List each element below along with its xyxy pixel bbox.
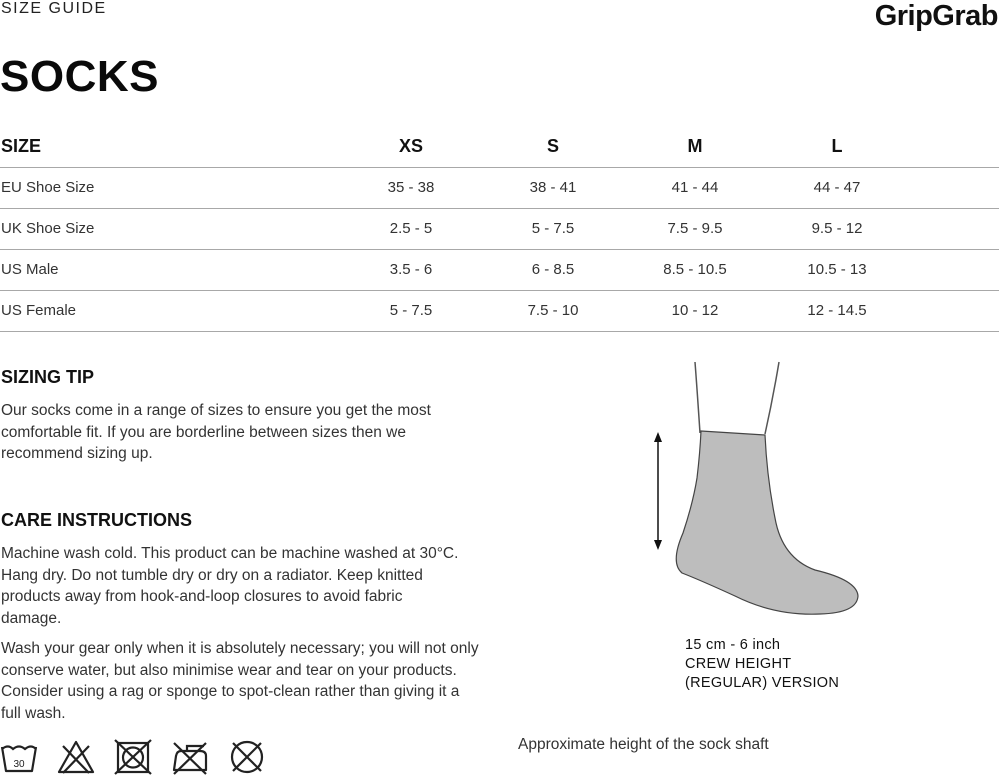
leg-outline-left: [695, 362, 700, 433]
sock-illustration: [645, 358, 875, 623]
sock-caption: [685, 636, 839, 693]
page-title: SOCKS: [0, 52, 159, 101]
leg-outline-right: [765, 362, 779, 434]
table-cell-spacer: [908, 208, 999, 249]
column-header-s: S: [482, 127, 624, 167]
sock-diagram: [645, 358, 875, 623]
row-label: EU Shoe Size: [0, 167, 340, 208]
table-cell: 38 - 41: [482, 167, 624, 208]
approx-height-note: Approximate height of the sock shaft: [518, 736, 769, 753]
care-text-2: Wash your gear only when it is absolutely necessary; you will not only conserve water, but also minimise wear and tear on your products. Consider using a rag or sponge to spot-clean rather than giving it a full wash.: [1, 640, 479, 722]
table-cell: 10.5 - 13: [766, 249, 908, 290]
table-row: [0, 208, 999, 249]
table-cell: 7.5 - 10: [482, 290, 624, 331]
table-row: [0, 290, 999, 331]
size-table: [0, 127, 999, 332]
table-cell: 35 - 38: [340, 167, 482, 208]
table-cell-spacer: [908, 249, 999, 290]
caption-type: CREW HEIGHT: [685, 656, 792, 672]
table-header-row: [0, 127, 999, 167]
column-spacer: [908, 127, 999, 167]
no-bleach-icon: [57, 739, 95, 775]
wash-temperature: 30: [13, 759, 25, 770]
column-header-l: L: [766, 127, 908, 167]
caption-height: 15 cm - 6 inch: [685, 637, 781, 653]
no-dry-clean-icon: [228, 739, 266, 775]
no-tumble-dry-icon: [114, 739, 152, 775]
size-guide-label: SIZE GUIDE: [1, 0, 107, 17]
column-header-xs: XS: [340, 127, 482, 167]
table-cell: 10 - 12: [624, 290, 766, 331]
table-cell: 44 - 47: [766, 167, 908, 208]
row-label: US Male: [0, 249, 340, 290]
table-cell: 8.5 - 10.5: [624, 249, 766, 290]
table-cell: 2.5 - 5: [340, 208, 482, 249]
table-cell: 5 - 7.5: [482, 208, 624, 249]
row-label: US Female: [0, 290, 340, 331]
column-header-m: M: [624, 127, 766, 167]
table-cell-spacer: [908, 290, 999, 331]
table-cell: 5 - 7.5: [340, 290, 482, 331]
wash-30-icon: [0, 739, 38, 775]
table-row: [0, 249, 999, 290]
sizing-tip-text: Our socks come in a range of sizes to ensure you get the most comfortable fit. If you are borderline between sizes then we recommend sizing up.: [1, 402, 431, 462]
table-cell: 12 - 14.5: [766, 290, 908, 331]
no-iron-icon: [171, 739, 209, 775]
height-arrow-bottom: [654, 540, 662, 550]
care-instructions-heading: CARE INSTRUCTIONS: [1, 510, 193, 530]
table-cell: 3.5 - 6: [340, 249, 482, 290]
table-cell: 9.5 - 12: [766, 208, 908, 249]
sock-shape: [676, 431, 858, 614]
table-cell: 7.5 - 9.5: [624, 208, 766, 249]
table-cell: 6 - 8.5: [482, 249, 624, 290]
care-icons: [0, 737, 266, 775]
column-header-size: SIZE: [0, 127, 340, 167]
row-label: UK Shoe Size: [0, 208, 340, 249]
table-cell: 41 - 44: [624, 167, 766, 208]
sizing-tip-heading: SIZING TIP: [1, 367, 95, 387]
height-arrow-top: [654, 432, 662, 442]
brand-logo: GripGrab: [874, 0, 998, 32]
table-row: [0, 167, 999, 208]
table-cell-spacer: [908, 167, 999, 208]
care-text-1: Machine wash cold. This product can be machine washed at 30°C. Hang dry. Do not tumble dry or dry on a radiator. Keep knitted products away from hook-and-loop closures to avoid fabric damage.: [1, 545, 459, 627]
caption-version: (REGULAR) VERSION: [685, 675, 840, 691]
